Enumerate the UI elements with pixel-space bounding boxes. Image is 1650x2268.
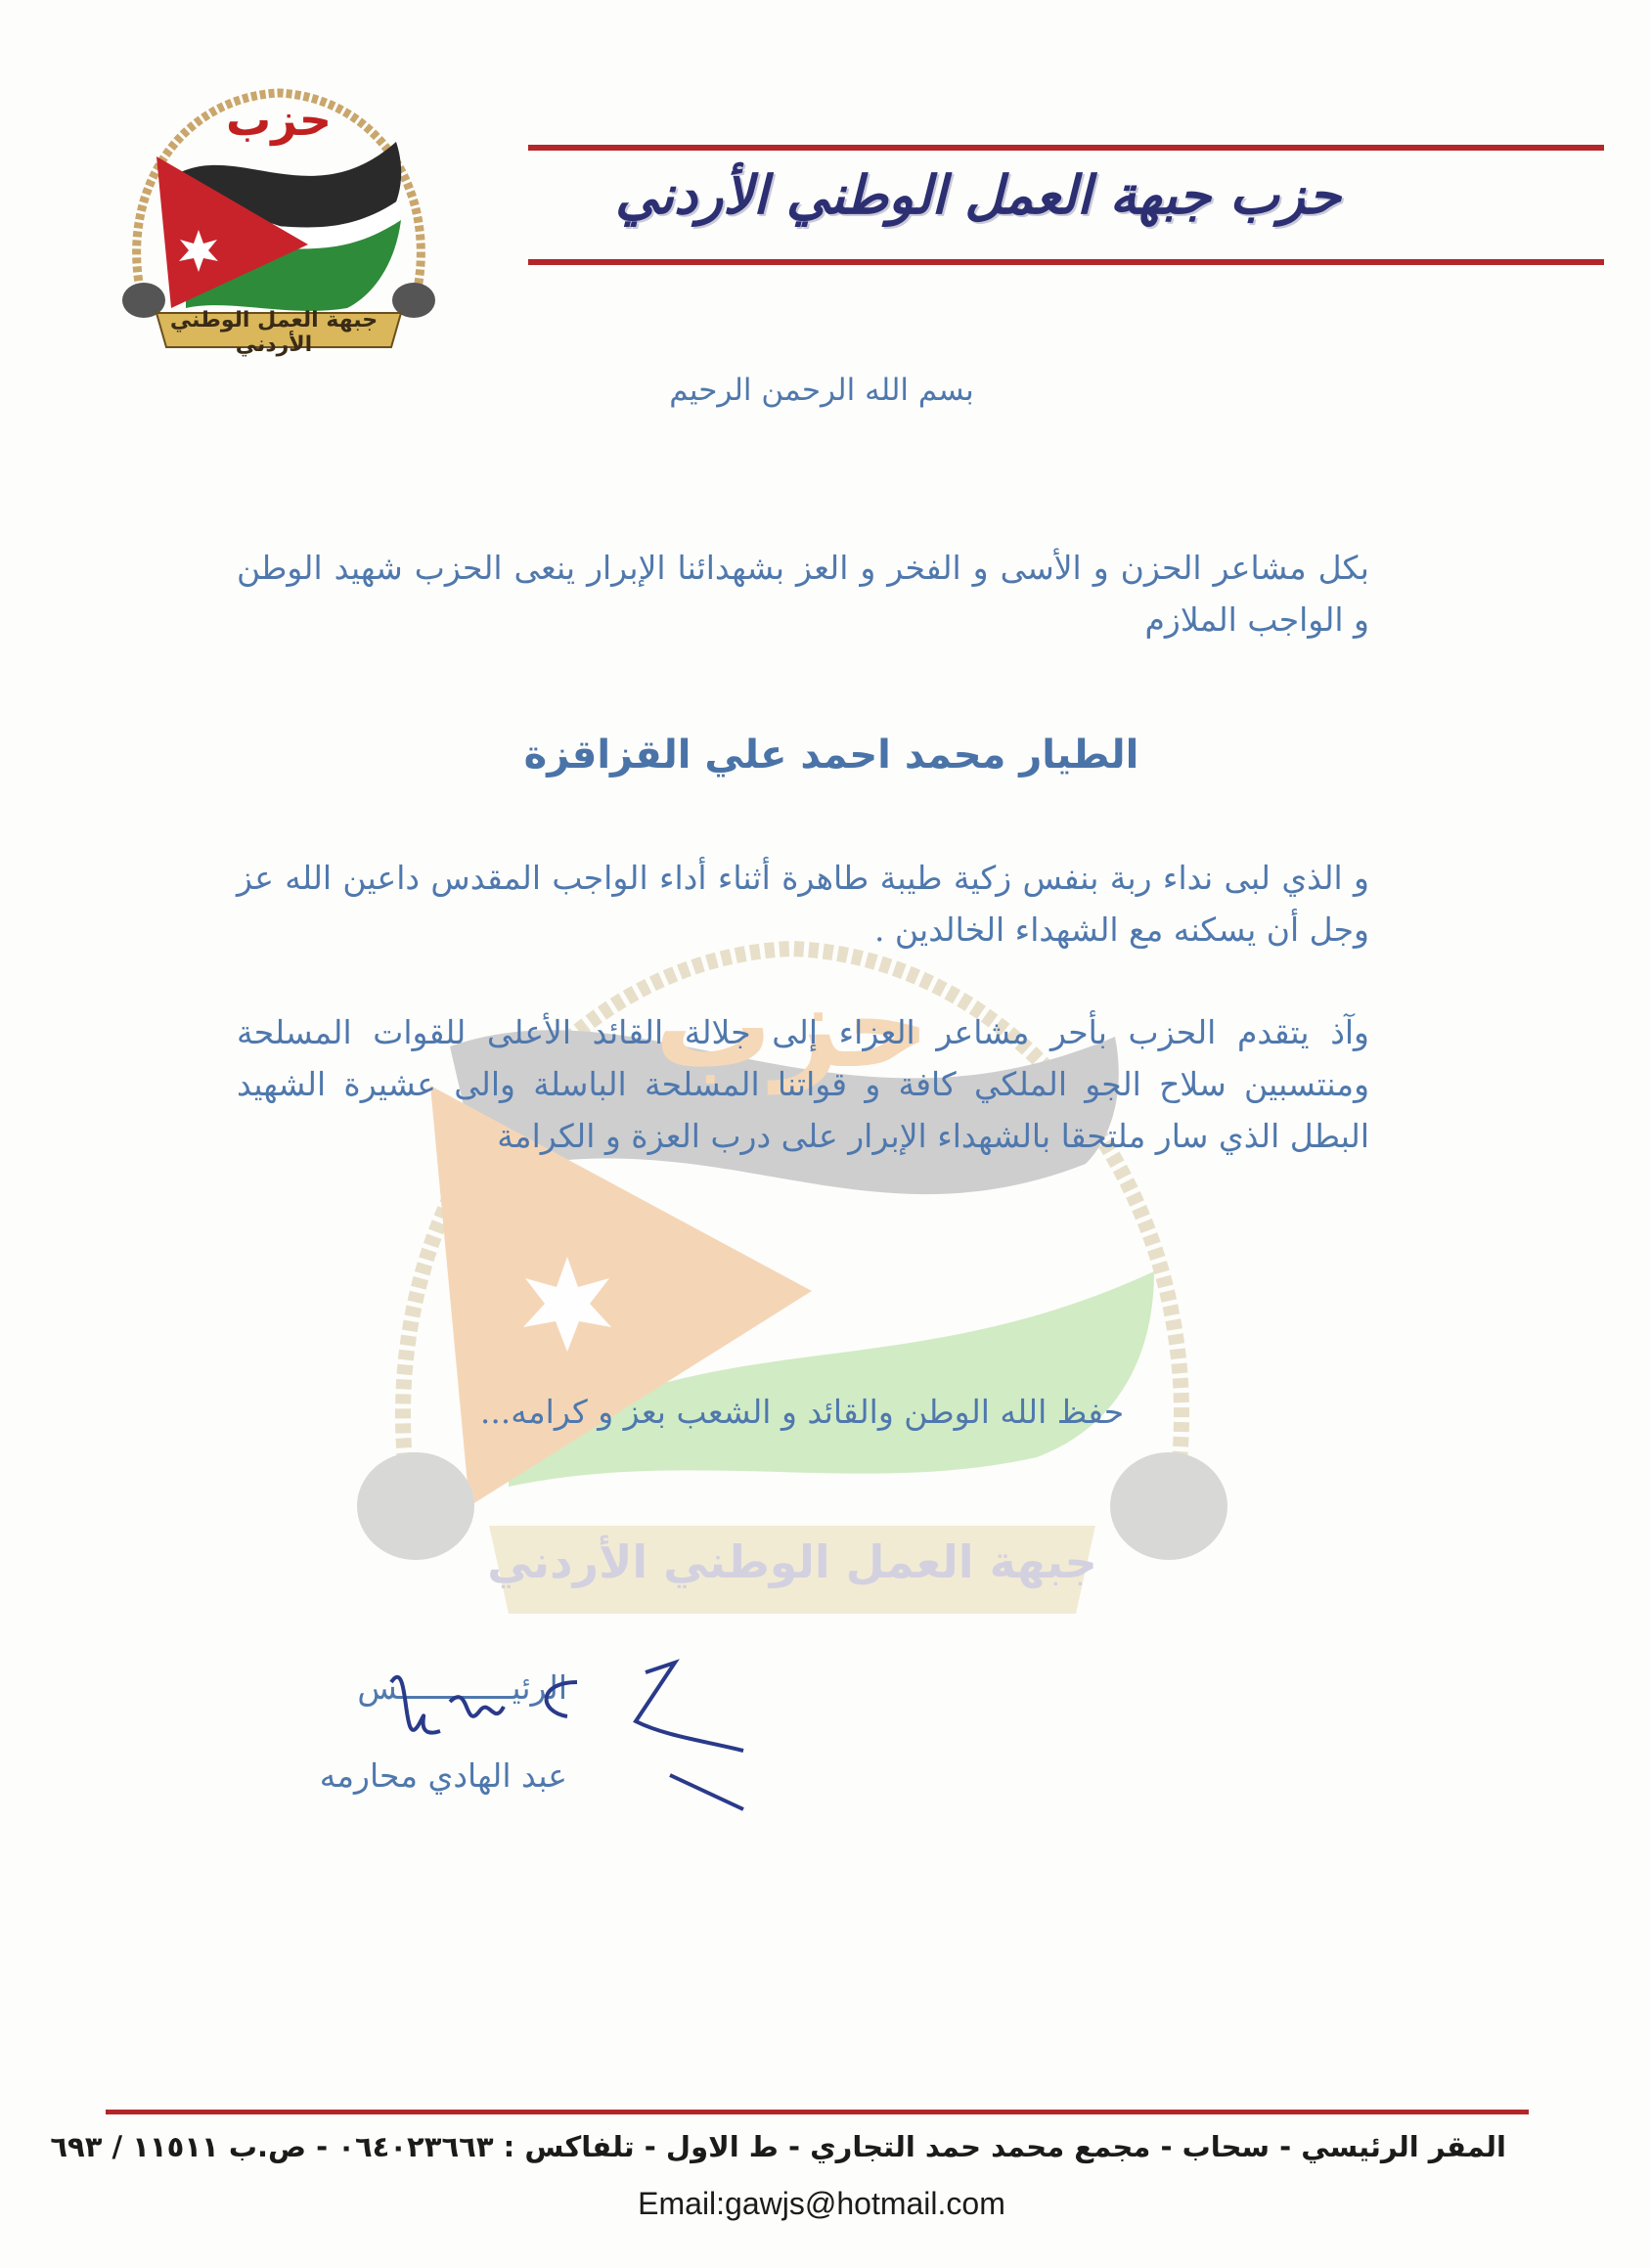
footer-address: المقر الرئيسي - سحاب - مجمع محمد حمد التجاري - ط الاول - تلفاكس : ٠٦٤٠٢٣٦٦٣ - ص.ب ١١٥١١ / ٦٩٣ <box>50 2130 1506 2163</box>
signature-title: الرئيــــــــــــس <box>357 1668 567 1707</box>
party-name-title: حزب جبهة العمل الوطني الأردني <box>615 164 1341 226</box>
paragraph-martyr: و الذي لبى نداء ربة بنفس زكية طيبة طاهرة أثناء أداء الواجب المقدس داعين الله عز وجل أن يسكنه مع الشهداء الخالدين . <box>237 859 1369 949</box>
footer-email: Email:gawjs@hotmail.com <box>638 2186 1005 2221</box>
logo-word: حزب <box>226 93 332 146</box>
footer-line <box>106 2110 1529 2114</box>
signature-name: عبد الهادي محارمه <box>319 1757 567 1795</box>
paragraph-condolences: وآذ يتقدم الحزب بأحر مشاعر العزاء إلى جلالة القائد الأعلى للقوات المسلحة ومنتسبين سلاح الجو الملكي كافة و قواتنا المسلحة الباسلة والى عشيرة الشهيد البطل الذي سار ملتحقا بالشهداء الإبرار على درب العزة و الكرامة <box>237 1013 1369 1155</box>
handwritten-signature-icon <box>372 1643 782 1819</box>
watermark-word: حزب <box>654 958 930 1094</box>
watermark-banner-text: جبهة العمل الوطني الأردني <box>487 1535 1097 1588</box>
paragraph-mourning: بكل مشاعر الحزن و الأسى و الفخر و العز بشهدائنا الإبرار ينعى الحزب شهيد الوطن و الواجب الملازم <box>237 549 1369 639</box>
party-logo <box>112 73 445 357</box>
basmala: بسم الله الرحمن الرحيم <box>669 373 974 408</box>
header-top-line <box>528 145 1604 151</box>
martyr-name-heading: الطيار محمد احمد علي القزاقزة <box>523 733 1139 778</box>
closing-prayer: حفظ الله الوطن والقائد و الشعب بعز و كرامه... <box>479 1393 1125 1431</box>
logo-banner-text: جبهة العمل الوطني الأردني <box>169 308 379 357</box>
header-bottom-line <box>528 259 1604 265</box>
